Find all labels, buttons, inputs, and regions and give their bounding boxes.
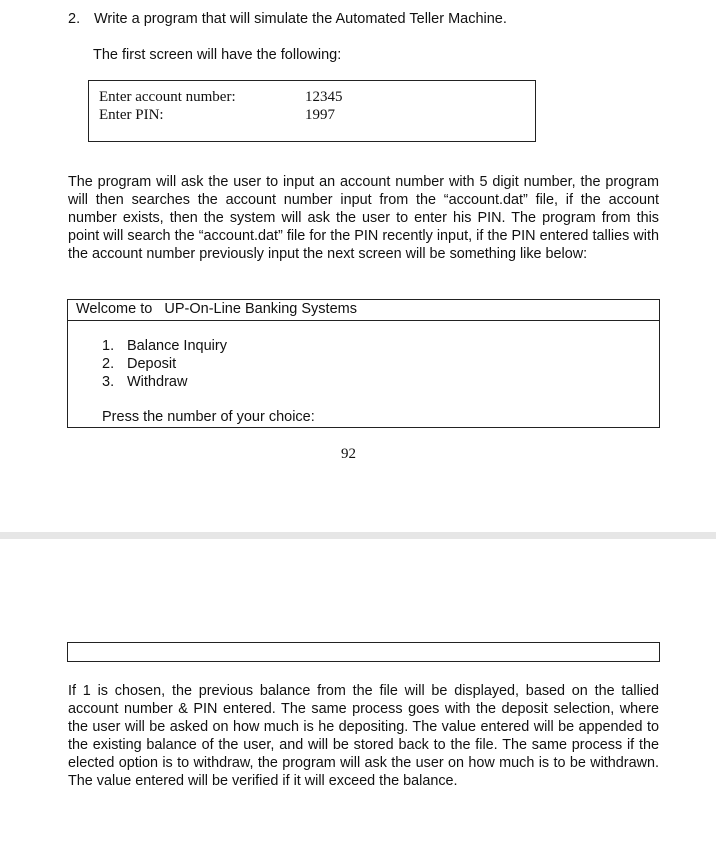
menu-option-label: Withdraw [127, 374, 188, 390]
page-number: 92 [341, 446, 356, 462]
account-number-value: 12345 [305, 89, 343, 105]
menu-screen-box [67, 299, 660, 428]
menu-option-deposit [102, 355, 227, 373]
menu-option-number: 2. [102, 356, 115, 372]
empty-table-box [67, 642, 660, 662]
page-separator [0, 532, 716, 539]
menu-option-withdraw [102, 373, 227, 391]
pin-value: 1997 [305, 107, 335, 123]
menu-option-number: 3. [102, 374, 115, 390]
menu-option-balance-inquiry [102, 337, 227, 355]
pin-row [99, 107, 335, 124]
document-page-bottom [0, 539, 716, 852]
menu-option-number: 1. [102, 338, 115, 354]
menu-header [68, 300, 659, 321]
program-description-paragraph: The program will ask the user to input an account number with 5 digit number, the program will then searches the account number input from the “account.dat” file, if the account number exists, then the system will ask the user to enter his PIN. The program from this point will search the “account.dat” file for the PIN recently input, if the PIN entered tallies with the account number previously input the next screen will be something like below: [68, 174, 659, 262]
menu-option-label: Deposit [127, 356, 177, 372]
account-number-label: Enter account number: [99, 89, 236, 105]
question-number: 2. [68, 11, 81, 27]
question-heading [68, 11, 507, 27]
intro-text: The first screen will have the following: [93, 47, 342, 63]
menu-options-list [102, 337, 227, 391]
login-screen-box [88, 80, 536, 142]
pin-label: Enter PIN: [99, 107, 164, 123]
question-text: Write a program that will simulate the Automated Teller Machine. [94, 11, 507, 27]
menu-option-label: Balance Inquiry [127, 338, 227, 354]
choice-processing-paragraph: If 1 is chosen, the previous balance from the file will be displayed, based on the tallied account number & PIN entered. The same process goes with the deposit selection, where the user will be asked on how much is he depositing. The value entered will be appended to the existing balance of the user, and will be stored back to the file. The same process if the elected option is to withdraw, the program will ask the user on how much is to be withdrawn. The value entered will be verified if it will exceed the balance. [68, 683, 659, 789]
menu-header-text: Welcome to UP-On-Line Banking Systems [76, 301, 357, 317]
choice-prompt: Press the number of your choice: [102, 409, 315, 425]
account-number-row [99, 89, 343, 106]
